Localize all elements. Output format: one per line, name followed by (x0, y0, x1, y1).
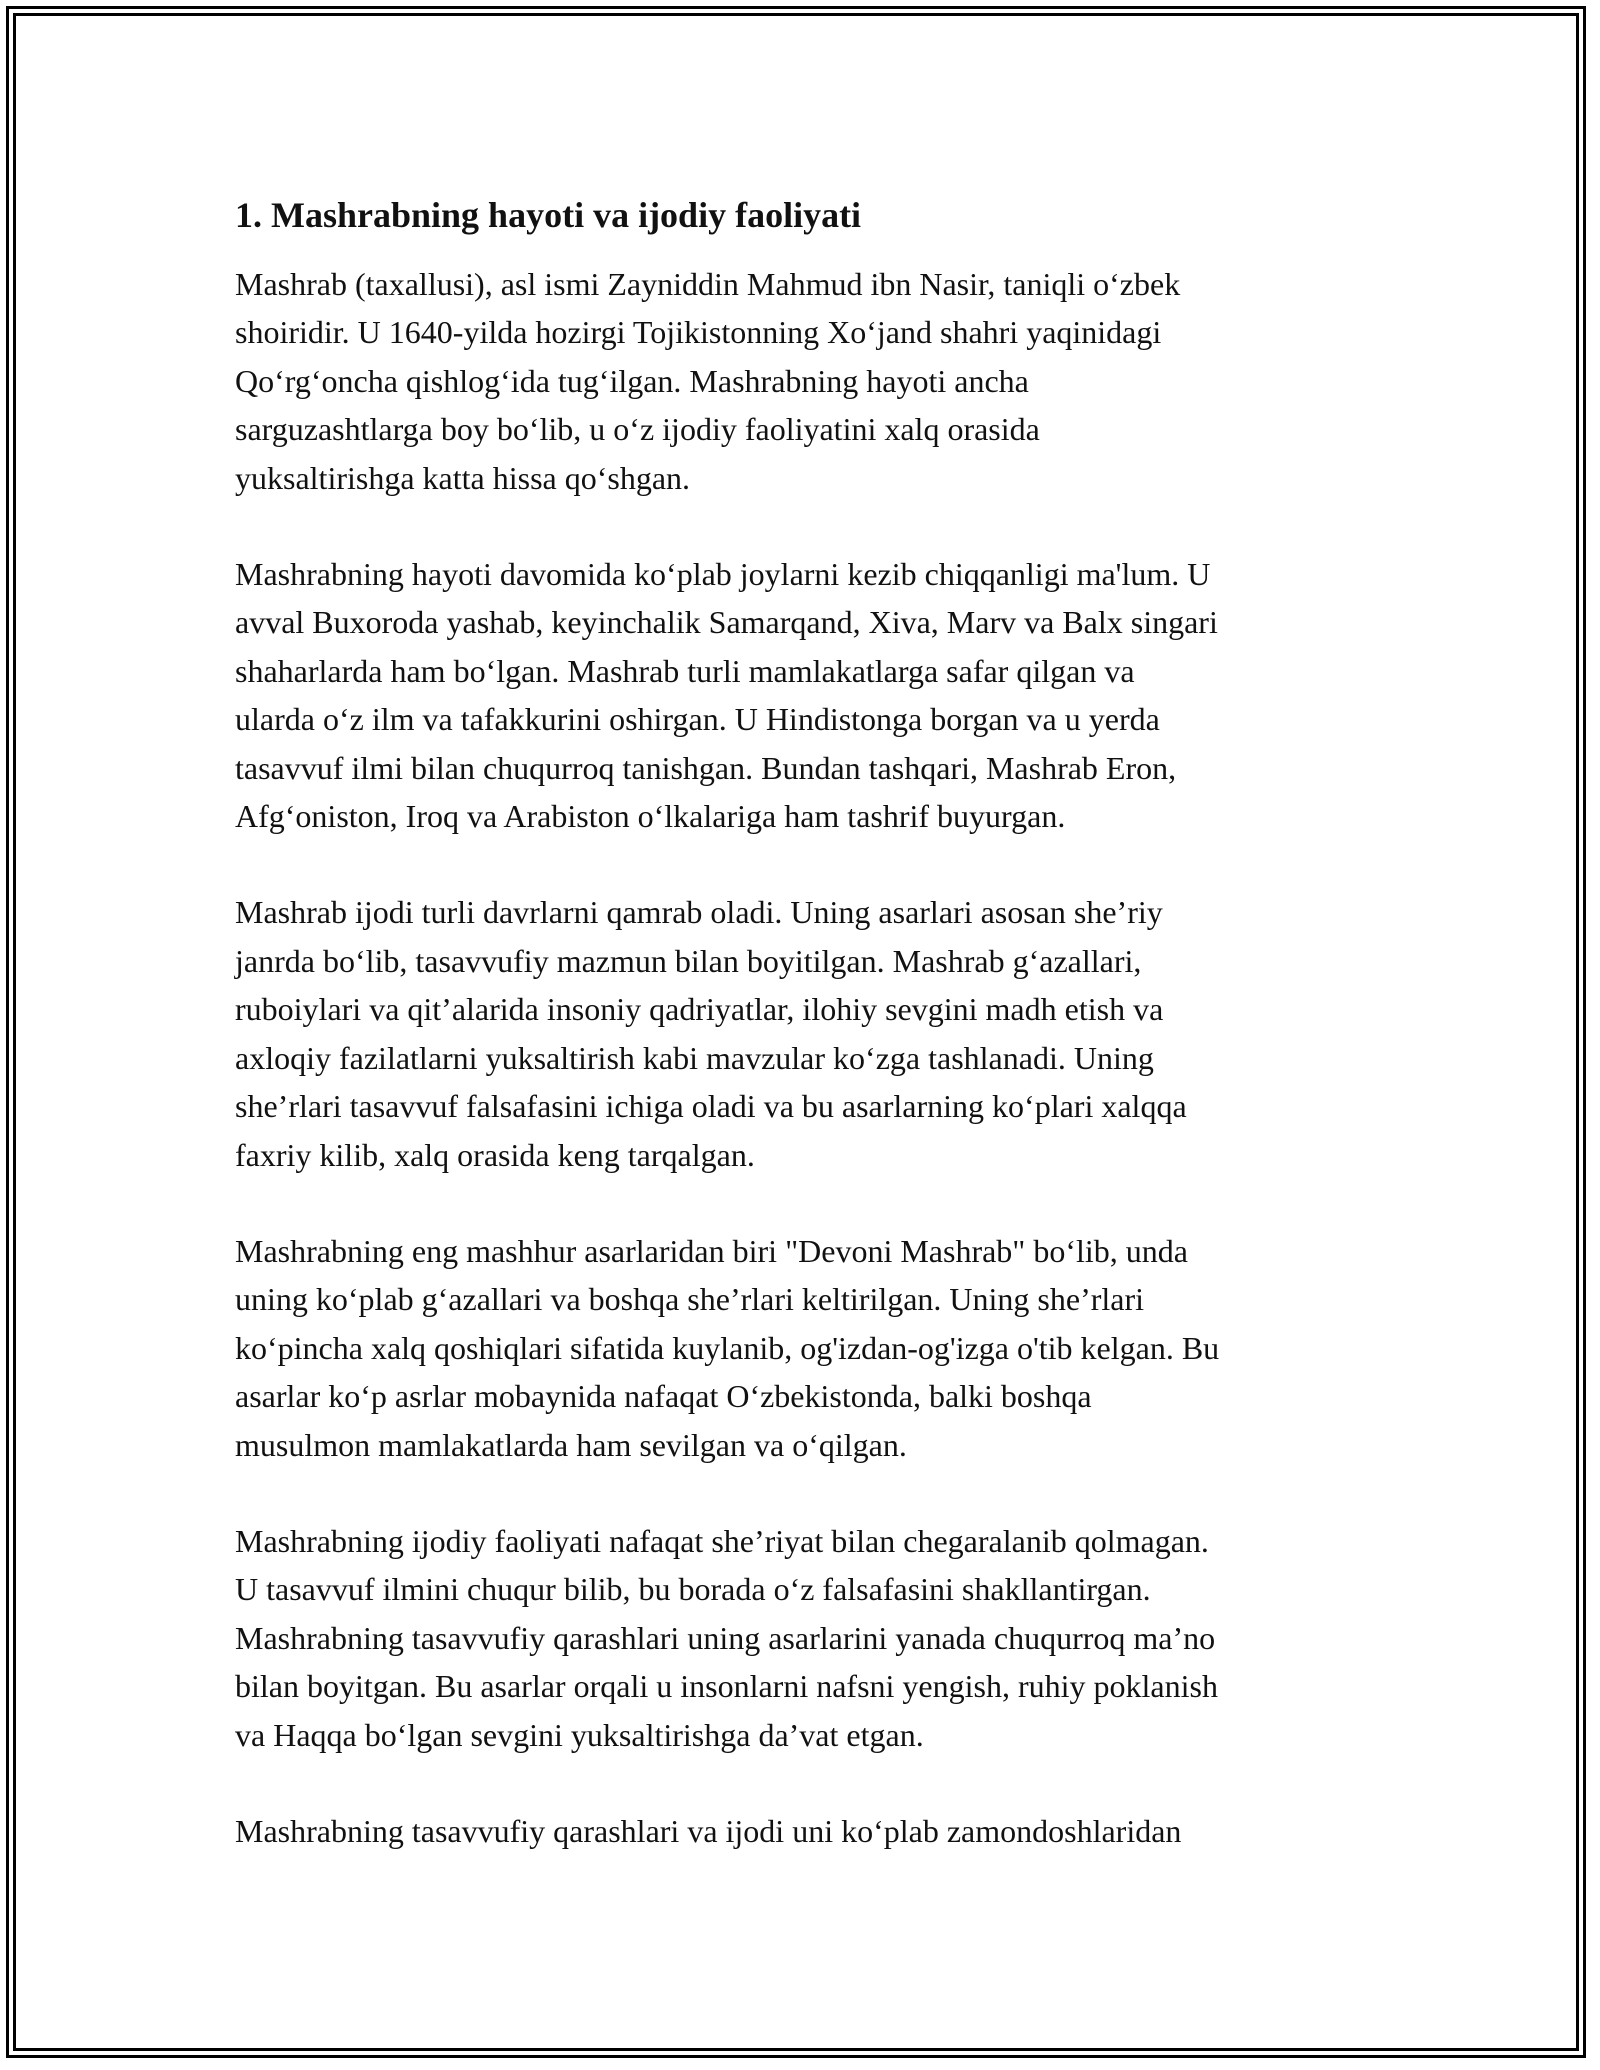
paragraph-4: Mashrabning eng mashhur asarlaridan biri "Devoni Mashrab" bo‘lib, unda uning ko‘plab g‘azallari va boshqa she’rlari keltirilgan. Uning she’rlari ko‘pincha xalq qoshiqlari sifatida kuylanib, og'izdan-og'izga o'tib kelgan. Bu asarlar ko‘p asrlar mobaynida nafaqat O‘zbekistonda, balki boshqa musulmon mamlakatlarda ham sevilgan va o‘qilgan. (235, 1232, 1220, 1463)
paragraph-5: Mashrabning ijodiy faoliyati nafaqat she’riyat bilan chegaralanib qolmagan. U tasavvuf ilmini chuqur bilib, bu borada o‘z falsafasini shakllantirgan. Mashrabning tasavvufiy qarashlari uning asarlarini yanada chuqurroq ma’no bilan boyitgan. Bu asarlar orqali u insonlarni nafsni yengish, ruhiy poklanish va Haqqa bo‘lgan sevgini yuksaltirishga da’vat etgan. (235, 1522, 1218, 1753)
paragraph-1: Mashrab (taxallusi), asl ismi Zayniddin Mahmud ibn Nasir, taniqli o‘zbek shoiridir. U 1640-yilda hozirgi Tojikistonning Xo‘jand shahri yaqinidagi Qo‘rg‘oncha qishlog‘ida tug‘ilgan. Mashrabning hayoti ancha sarguzashtlarga boy bo‘lib, u o‘z ijodiy faoliyatini xalq orasida yuksaltirishga katta hissa qo‘shgan. (235, 266, 1181, 496)
section-heading: 1. Mashrabning hayoti va ijodiy faoliyati (235, 195, 862, 235)
document-body (235, 190, 1375, 1903)
paragraph-3: Mashrab ijodi turli davrlarni qamrab oladi. Uning asarlari asosan she’riy janrda bo‘lib, tasavvufiy mazmun bilan boyitilgan. Mashrab g‘azallari, ruboiylari va qit’alarida insoniy qadriyatlar, ilohiy sevgini madh etish va axloqiy fazilatlarni yuksaltirish kabi mavzular ko‘zga tashlanadi. Uning she’rlari tasavvuf falsafasini ichiga oladi va bu asarlarning ko‘plari xalqqa faxriy kilib, xalq orasida keng tarqalgan. (235, 894, 1187, 1173)
paragraph-6: Mashrabning tasavvufiy qarashlari va ijodi uni ko‘plab zamondoshlaridan (235, 1812, 1182, 1849)
paragraph-2: Mashrabning hayoti davomida ko‘plab joylarni kezib chiqqanligi ma'lum. U avval Buxoroda yashab, keyinchalik Samarqand, Xiva, Marv va Balx singari shaharlarda ham bo‘lgan. Mashrab turli mamlakatlarga safar qilgan va ularda o‘z ilm va tafakkurini oshirgan. U Hindistonga borgan va u yerda tasavvuf ilmi bilan chuqurroq tanishgan. Bundan tashqari, Mashrab Eron, Afg‘oniston, Iroq va Arabiston o‘lkalariga ham tashrif buyurgan. (235, 556, 1218, 835)
